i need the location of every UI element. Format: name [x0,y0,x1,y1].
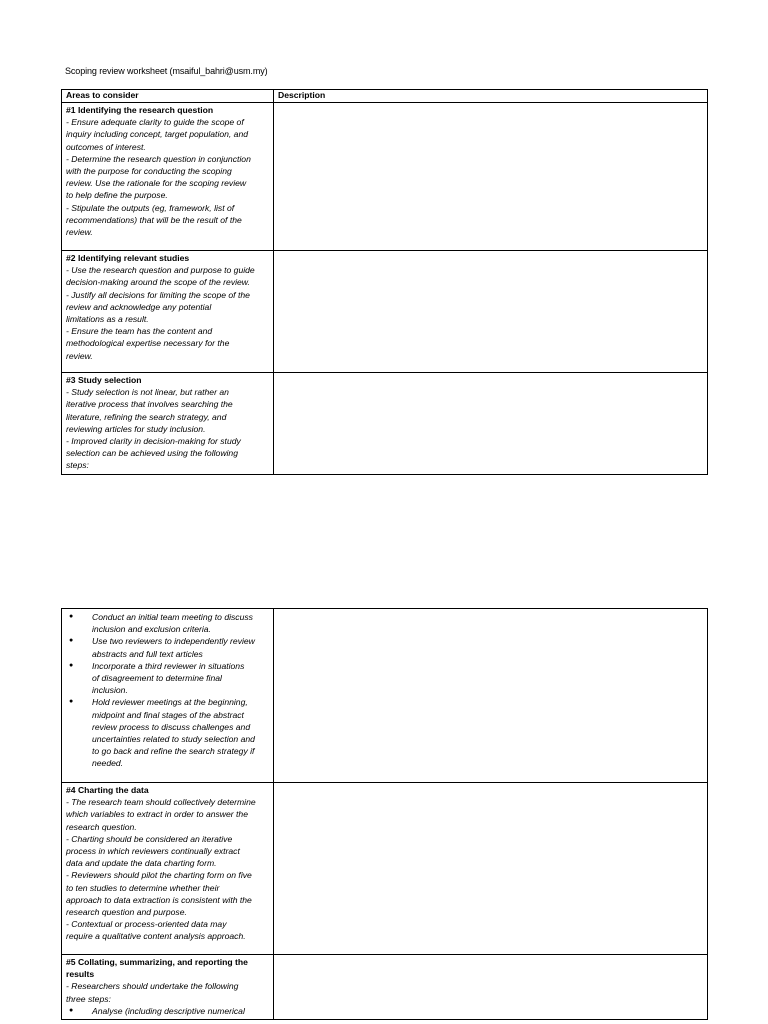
bullet-line: of disagreement to determine final [92,673,222,684]
table-row [62,103,708,251]
bullet-line: midpoint and final stages of the abstract [92,709,244,720]
area-line: - Ensure the team has the content and [66,326,213,337]
table-row [62,373,708,475]
list-item [92,1005,269,1017]
header-areas: Areas to consider [62,90,274,103]
area-line: iterative process that involves searching the [66,399,233,410]
worksheet-table-2 [61,608,708,1020]
table-row [62,955,708,1020]
bullet-line: ● Use two reviewers to independently review [92,636,255,647]
bullet-line: inclusion and exclusion criteria. [92,624,211,635]
section-title: #2 Identifying relevant studies [66,253,190,263]
worksheet-table-1 [61,89,708,475]
area-line: recommendations) that will be the result of the [66,214,242,225]
area-cell [62,955,274,1020]
list-item [92,611,269,635]
area-line: research question and purpose. [66,907,187,918]
area-line: data and update the data charting form. [66,858,217,869]
area-line: to ten studies to determine whether their [66,882,220,893]
bullet-line: uncertainties related to study selection and [92,734,255,745]
area-line: literature, refining the search strategy, and [66,411,227,422]
area-cell [62,783,274,955]
area-line: steps: [66,460,89,471]
area-cell [62,251,274,373]
bullet-line: needed. [92,758,124,769]
description-cell[interactable] [274,609,708,783]
section-title: #4 Charting the data [66,785,149,795]
section-title: #3 Study selection [66,375,142,385]
analysis-steps [66,1005,269,1017]
area-line: approach to data extraction is consistent with the [66,894,252,905]
area-line: require a qualitative content analysis approach. [66,931,246,942]
description-cell[interactable] [274,251,708,373]
bullet-line: ● Analyse (including descriptive numerical [92,1005,245,1016]
area-cell [62,103,274,251]
area-line: - Charting should be considered an iterative [66,833,233,844]
list-item [92,635,269,659]
table-row [62,609,708,783]
description-cell[interactable] [274,783,708,955]
bullet-line: ● Incorporate a third reviewer in situations [92,660,245,671]
area-line: - Determine the research question in conjunction [66,153,251,164]
area-line: - Study selection is not linear, but rather an [66,387,229,398]
area-line: to help define the purpose. [66,190,168,201]
area-line: process in which reviewers continually extract [66,846,240,857]
description-cell[interactable] [274,103,708,251]
area-line: three steps: [66,993,111,1004]
table-header-row [62,90,708,103]
area-line: review. Use the rationale for the scoping review [66,178,247,189]
area-line: research question. [66,821,137,832]
area-line: review. [66,227,93,238]
area-line: review and acknowledge any potential [66,301,212,312]
table-row [62,783,708,955]
area-line: reviewing articles for study inclusion. [66,423,206,434]
bullet-line: ● Hold reviewer meetings at the beginning, [92,697,248,708]
area-line: - The research team should collectively determine [66,797,256,808]
area-line: inquiry including concept, target population, and [66,129,249,140]
area-line: - Justify all decisions for limiting the scope of the [66,289,250,300]
area-line: methodological expertise necessary for the [66,338,230,349]
header-description: Description [274,90,708,103]
bullet-line: ● Conduct an initial team meeting to discuss [92,612,253,622]
bullet-line: review process to discuss challenges and [92,721,251,732]
section-title: results [66,969,95,980]
area-cell [62,609,274,783]
bullet-line: abstracts and full text articles [92,648,203,659]
area-line: decision-making around the scope of the review. [66,277,250,288]
area-line: which variables to extract in order to answer the [66,809,248,820]
area-line: - Improved clarity in decision-making for study [66,436,241,447]
area-line: outcomes of interest. [66,141,146,152]
area-line: with the purpose for conducting the scoping [66,166,232,177]
page-title: Scoping review worksheet (msaiful_bahri@usm.my) [65,66,268,76]
area-line: - Ensure adequate clarity to guide the scope of [66,117,244,128]
list-item [92,660,269,697]
area-line: - Stipulate the outputs (eg, framework, list of [66,202,235,213]
area-line: - Use the research question and purpose to guide [66,265,255,276]
table-row [62,251,708,373]
list-item [92,696,269,769]
area-line: review. [66,350,93,361]
area-line: limitations as a result. [66,314,149,325]
study-selection-steps [66,611,269,770]
area-line: - Researchers should undertake the following [66,981,239,992]
area-line: - Reviewers should pilot the charting form on five [66,870,252,881]
description-cell[interactable] [274,955,708,1020]
section-title: #1 Identifying the research question [66,105,214,115]
description-cell[interactable] [274,373,708,475]
area-line: - Contextual or process-oriented data may [66,919,227,930]
bullet-line: to go back and refine the search strategy if [92,746,255,757]
area-line: selection can be achieved using the following [66,448,238,459]
bullet-line: inclusion. [92,685,128,696]
area-cell [62,373,274,475]
section-title: #5 Collating, summarizing, and reporting the [66,957,248,967]
